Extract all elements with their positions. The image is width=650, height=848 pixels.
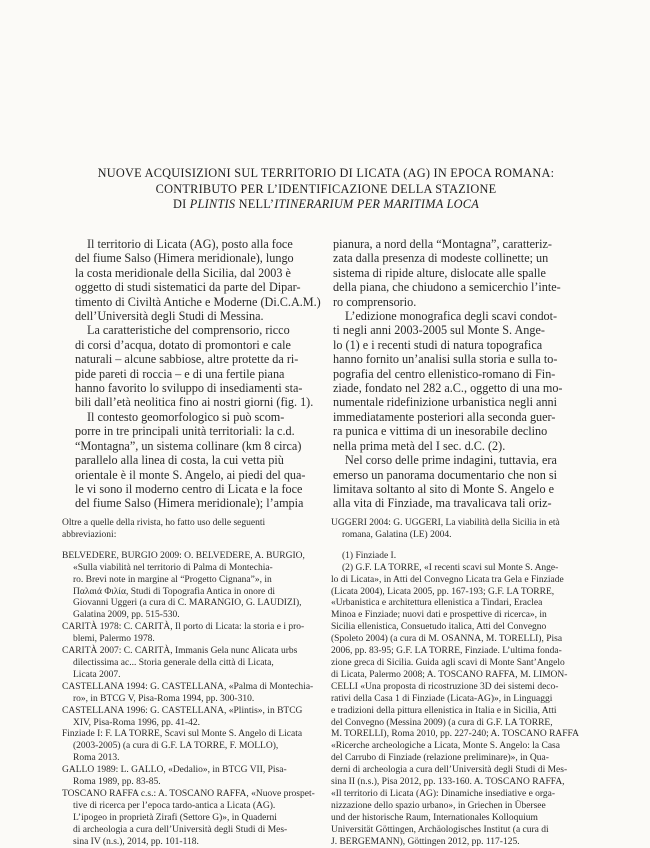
title-line-3-plintis: PLINTIS <box>189 197 236 211</box>
body-line: la costa meridionale della Sicilia, dal 2003 è <box>75 265 291 280</box>
body-line: “Montagna”, un sistema collinare (km 8 circa) <box>75 438 302 453</box>
body-line: le vi sono il moderno centro di Licata e la foce <box>75 481 303 496</box>
footnote-2-line: zione greca di Sicilia. Guida agli scavi di Monte Sant’Angelo <box>331 657 565 668</box>
footnote-2-line: derni di archeologia a cura dell’Università degli Studi di Mes- <box>331 765 568 776</box>
abbreviations-intro-line: abbreviazioni: <box>62 529 117 540</box>
abbreviation-line: blemi, Palermo 1978. <box>73 634 155 645</box>
footnote-2-line: e tradizioni della pittura ellenistica in Italia e in Sicilia, Atti <box>331 705 557 716</box>
abbreviation-line: Finziade I: F. LA TORRE, Scavi sul Monte S. Angelo di Licata <box>62 729 303 740</box>
title-line-3 <box>96 197 556 213</box>
body-line: pide pareti di roccia – e di una fertile piana <box>75 366 285 381</box>
abbreviation-line: dilectissima ac... Storia generale della città di Licata, <box>73 657 274 668</box>
footnote-2-line: «Ricerche archeologiche a Licata, Monte S. Angelo: la Casa <box>331 741 560 752</box>
body-line: del fiume Salso (Himera meridionale); l’ampia <box>75 496 304 511</box>
body-line: pianura, a nord della “Montagna”, caratteriz- <box>333 237 552 251</box>
abbreviation-line: CARITÀ 2007: C. CARITÀ, Immanis Gela nunc Alicata urbs <box>62 646 298 657</box>
abbreviation-line: Licata 2007. <box>73 669 121 680</box>
body-line: naturali – alcune sabbiose, altre protette da ri- <box>75 352 299 367</box>
title-line-3-itinerarium: ITINERARIUM PER MARITIMA LOCA <box>274 197 480 211</box>
footnote-2-line: Universität Göttingen, Archäologisches Institut (a cura di <box>331 824 549 835</box>
abbreviation-line: CARITÀ 1978: C. CARITÀ, Il porto di Licata: la storia e i pro- <box>62 622 305 633</box>
footnote-2-line: del Carrubo di Finziade (relazione preliminare)», in Qua- <box>331 753 549 764</box>
body-line: parallelo alla linea di costa, la cui vetta più <box>75 453 284 468</box>
abbreviation-line: ro. Brevi note in margine al “Progetto Cignana”», in <box>73 574 272 585</box>
body-line: oggetto di studi sistematici da parte del Dipar- <box>75 280 301 295</box>
abbreviation-entry <box>62 551 310 622</box>
body-line: hanno fornito un’analisi sulla storia e sulla to- <box>333 352 558 367</box>
body-column-right <box>333 237 579 511</box>
abbreviation-line: XIV, Pisa-Roma 1996, pp. 41-42. <box>73 717 201 728</box>
footnote-2-line: J. BERGEMANN), Göttingen 2012, pp. 117-125. <box>331 836 520 847</box>
abbreviation-entry <box>62 646 310 682</box>
body-line: porre in tre principali unità territoriali: la c.d. <box>75 424 295 439</box>
body-line: ti negli anni 2003-2005 sul Monte S. Ange- <box>333 323 545 338</box>
body-line: limitava soltanto al sito di Monte S. Angelo e <box>333 481 555 496</box>
abbreviation-line: Galatina 2009, pp. 515-530. <box>73 610 180 621</box>
footnote-1-text: (1) Finziade I. <box>342 550 397 561</box>
abbreviation-line: TOSCANO RAFFA c.s.: A. TOSCANO RAFFA, «Nuove prospet- <box>62 788 315 799</box>
body-line: nella prima metà del I sec. d.C. (2). <box>333 438 506 453</box>
abbreviation-line: (2003-2005) (a cura di G.F. LA TORRE, F. MOLLO), <box>73 741 279 752</box>
article-title <box>96 166 556 213</box>
body-line: Il territorio di Licata (AG), posto alla foce <box>87 237 293 251</box>
body-line: ziade, fondato nel 282 a.C., oggetto di una mo- <box>333 381 563 396</box>
footnote-2-line: «Il territorio di Licata (AG): Dinamiche insediative e orga- <box>331 788 556 799</box>
abbreviation-line: ro», in BTCG V, Pisa-Roma 1994, pp. 300-310. <box>73 693 255 704</box>
footnotes-column-left <box>62 518 315 848</box>
abbreviation-line: CASTELLANA 1994: G. CASTELLANA, «Palma di Montechia- <box>62 681 314 692</box>
body-line: orientale è il monte S. Angelo, ai piedi del qua- <box>75 467 306 482</box>
abbreviation-entry <box>62 706 310 730</box>
title-line-2: CONTRIBUTO PER L’IDENTIFICAZIONE DELLA STAZIONE <box>155 181 497 196</box>
body-line: della piana, che chiudono a semicerchio l’inte- <box>333 280 561 295</box>
title-line-1: NUOVE ACQUISIZIONI SUL TERRITORIO DI LICATA (AG) IN EPOCA ROMANA: <box>97 166 555 180</box>
abbreviation-entry <box>62 788 315 848</box>
body-line: timento di Civiltà Antiche e Moderne (Di.C.A.M.) <box>75 294 321 309</box>
abbreviation-entry <box>62 681 314 706</box>
body-line: immediatamente posteriori alla seconda guer- <box>333 409 556 424</box>
footnotes-column-right <box>331 518 579 848</box>
body-line: di corsi d’acqua, dotato di promontori e cale <box>75 337 291 352</box>
title-line-3-part-c: NELL’ <box>235 197 275 211</box>
abbreviation-entry <box>62 729 310 765</box>
footnote-2-line: CELLI «Una proposta di ricostruzione 3D dei sistemi deco- <box>331 681 559 692</box>
body-line: sistema di ripide alture, dislocate alle spalle <box>333 265 546 280</box>
footnote-2-line: (Spoleto 2004) (a cura di M. OSANNA, M. TORELLI), Pisa <box>331 634 563 645</box>
title-line-3-part-a: DI <box>172 197 190 211</box>
body-line: Nel corso delle prime indagini, tuttavia, era <box>345 453 557 468</box>
abbreviation-line: Roma 1989, pp. 83-85. <box>73 777 161 788</box>
footnote-2-line: und der historische Raum, Internationales Kolloquium <box>331 812 538 823</box>
footnote-2-line: 2006, pp. 83-95; G.F. LA TORRE, Finziade. L’ultima fonda- <box>331 646 562 657</box>
footnote-2-line: «Urbanistica e architettura ellenistica a Tindari, Eraclea <box>331 598 543 609</box>
footnote-2 <box>331 563 579 848</box>
footnote-2-line: rativi della Casa 1 di Finziade (Licata-AG)», in Linguaggi <box>331 693 553 704</box>
abbreviation-line: L’ipogeo in proprietà Zirafi (Settore G)», in Quaderni <box>73 812 277 823</box>
body-line: bili dall’età neolitica fino ai nostri giorni (fig. 1). <box>75 395 314 410</box>
body-line: hanno favorito lo sviluppo di insediamenti sta- <box>75 381 303 396</box>
body-line: del fiume Salso (Himera meridionale), lungo <box>75 251 294 266</box>
abbreviations-list <box>62 550 315 848</box>
abbreviation-line: Giovanni Uggeri (a cura di C. MARANGIO, G. LAUDIZI), <box>73 598 302 609</box>
body-line: ro comprensorio. <box>333 294 417 309</box>
footnote-2-line: del Convegno (Messina 2009) (a cura di G.F. LA TORRE, <box>331 717 553 728</box>
abbreviation-entry <box>62 622 310 646</box>
footnote-2-line: Minoa e Finziade; nuovi dati e prospettive di ricerca», in <box>331 610 547 621</box>
body-line: lo (1) e i recenti studi di natura topografica <box>333 337 543 352</box>
abbreviations-intro <box>62 518 310 542</box>
abbreviation-line: romana, Galatina (LE) 2004. <box>342 529 452 540</box>
abbreviation-line: BELVEDERE, BURGIO 2009: O. BELVEDERE, A. BURGIO, <box>62 550 305 561</box>
abbreviation-line: UGGERI 2004: G. UGGERI, La viabilità della Sicilia in età <box>331 518 560 528</box>
body-line: zata dalla presenza di modeste collinette; un <box>333 251 549 266</box>
body-line: dell’Università degli Studi di Messina. <box>75 309 264 324</box>
body-line: L’edizione monografica degli scavi condot- <box>345 309 558 324</box>
footnote-2-line: sina II (n.s.), Pisa 2012, pp. 133-160. A. TOSCANO RAFFA, <box>331 777 565 788</box>
abbreviation-line: tive di ricerca per l’epoca tardo-antica a Licata (AG). <box>73 800 276 811</box>
abbreviation-entry <box>62 765 310 789</box>
body-line: La caratteristiche del comprensorio, ricco <box>87 323 290 338</box>
footnote-2-line: Sicilia ellenistica, Consuetudo italica, Atti del Convegno <box>331 622 547 633</box>
abbreviation-line: di archeologia a cura dell’Università degli Studi di Mes- <box>73 824 288 835</box>
abbreviation-line: Roma 2013. <box>73 753 120 764</box>
abbreviation-entry-uggeri <box>331 518 579 542</box>
footnote-2-line: di Licata, Palermo 2008; A. TOSCANO RAFFA, M. LIMON- <box>331 669 568 680</box>
abbreviation-line: CASTELLANA 1996: G. CASTELLANA, «Plintis», in BTCG <box>62 705 303 716</box>
body-line: alla vita di Finziade, ma travalicava tali oriz- <box>333 496 552 511</box>
body-column-left <box>75 237 321 511</box>
body-line: numentale ridefinizione urbanistica negli anni <box>333 395 558 410</box>
footnote-2-line: lo di Licata», in Atti del Convegno Licata tra Gela e Finziade <box>331 574 564 585</box>
body-line: Il contesto geomorfologico si può scom- <box>87 409 285 424</box>
footnote-2-line: nizzazione dello spazio urbano», in Griechen in Übersee <box>331 800 546 811</box>
abbreviation-line: sina IV (n.s.), 2014, pp. 101-118. <box>73 836 199 847</box>
footnote-2-line: (2) G.F. LA TORRE, «I recenti scavi sul Monte S. Ange- <box>342 562 559 573</box>
body-line: emerso un panorama documentario che non si <box>333 467 558 482</box>
body-line: pografia del centro ellenistico-romano di Fin- <box>333 366 556 381</box>
footnote-2-line: M. TORELLI), Roma 2010, pp. 227-240; A. TOSCANO RAFFA <box>331 729 579 740</box>
abbreviations-intro-line: Oltre a quelle della rivista, ho fatto uso delle seguenti <box>62 518 266 528</box>
footnote-2-line: (Licata 2004), Licata 2005, pp. 167-193; G.F. LA TORRE, <box>331 586 555 597</box>
abbreviation-line: «Sulla viabilità nel territorio di Palma di Montechia- <box>73 562 273 573</box>
body-line: ra punica e vittima di un inesorabile declino <box>333 424 548 439</box>
footnote-1 <box>331 551 579 563</box>
abbreviation-line: GALLO 1989: L. GALLO, «Dedalio», in BTCG VII, Pisa- <box>62 765 287 776</box>
abbreviation-line: Παλαιά Φιλία, Studi di Topografia Antica in onore di <box>73 586 275 597</box>
